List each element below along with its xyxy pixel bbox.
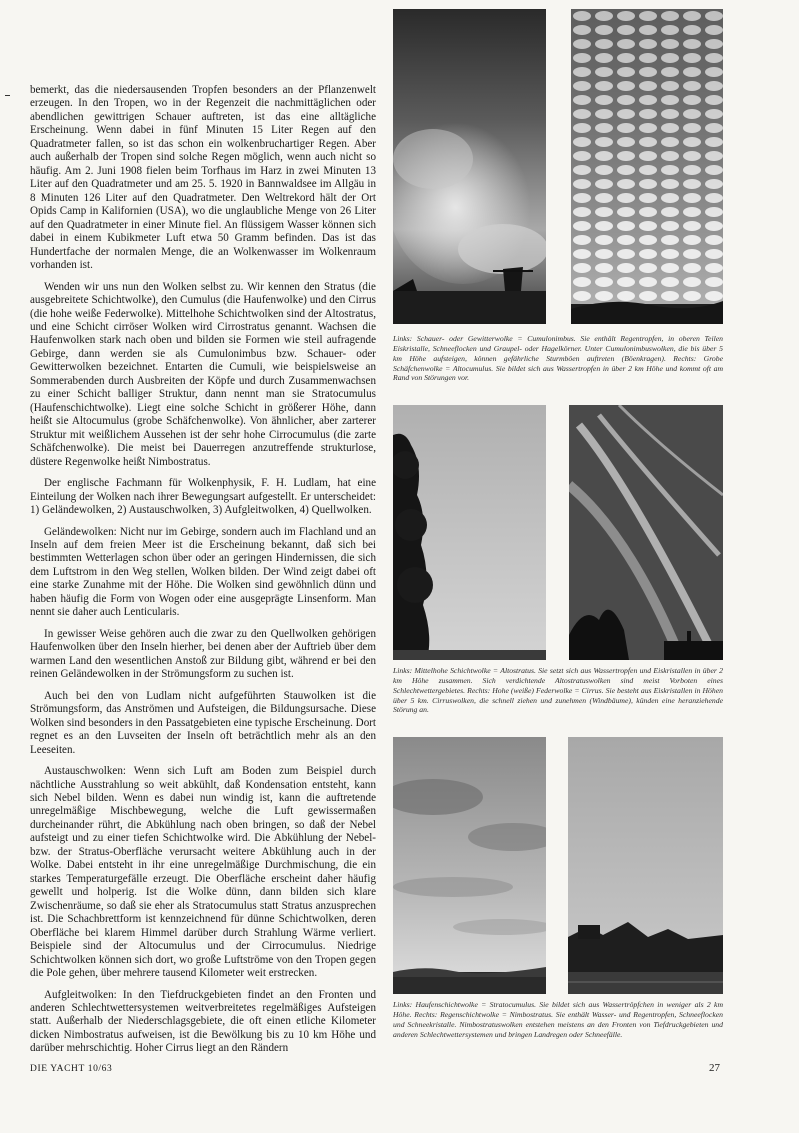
caption-middle: Links: Mittelhohe Schichtwolke = Altostratus. Sie setzt sich aus Wassertropfen und Eiskristallen in über 2 km Höhe zusammen. Sich verdichtende Altostratuswolken sind meist Vorboten eines Schlechtwettergebietes. Rechts: Hohe (weiße) Federwolke = Cirrus. Sie besteht aus Eiskristallen in Höhen über 5 km. Cirruswolken, die schnell ziehen und zunehmen (Windbäume), künden eine heranziehende Störung an. <box>393 666 723 715</box>
article-paragraph: In gewisser Weise gehören auch die zwar zu den Quellwolken gehörigen Haufenwolken über den Inseln hierher, bei denen aber der Auftrieb über dem warmen Land den wesentlichen Anstoß zur Bildung gibt, während er bei den reinen Geländewolken in der Strömungsform zu suchen ist. <box>30 627 376 681</box>
photo-cirrus <box>569 405 723 660</box>
caption-bottom: Links: Haufenschichtwolke = Stratocumulus. Sie bildet sich aus Wassertröpfchen in weniger als 2 km Höhe. Rechts: Regenschichtwolke = Nimbostratus. Sie enthält Wasser- und Regentropfen, Schneeflocken und Schneekristalle. Nimbostratuswolken entstehen meistens an den Fronten von Tiefdruckgebieten und anderen Schlechtwettersystemen und bringen Landregen oder Schneefälle. <box>393 1000 723 1039</box>
article-paragraph: Austauschwolken: Wenn sich Luft am Boden zum Beispiel durch nächtliche Ausstrahlung so weit abkühlt, daß Kondensation entsteht, kann sich Nebel bilden. Wenn es dabei nun windig ist, kann die auftretende unregelmäßige Mischbewegung, welche die Luft gewissermaßen durcheinander rührt, die Abkühlung nach oben bringen, so daß der Nebel aufsteigt und zu einer tiefen Schichtwolke wird. Die Abkühlung der Nebel- bzw. der Stratus-Oberfläche verursacht weitere Abkühlung auch in der Wolke. Dabei entsteht in ihr eine unregelmäßige Durchmischung, die ein starkes Temperaturgefälle erzeugt. Die Oberfläche erscheint daher häufig gewellt und holperig. Ist die Wolke dünn, dann bilden sich klare Zwischenräume, so daß sie eher als Stratocumulus statt Stratus anzusprechen ist. Die Schachbrettform ist kennzeichnend für dünne Schichtwolken, deren Oberfläche bei klarem Himmel darüber durch Strahlung Wärme verliert. Beispiele sind der Altocumulus und der Cirrocumulus. Niedrige Schichtwolken können sich dort, wo große Luftströme von den Tropen gegen die Pole gehen, über mehrere tausend Kilometer weit erstrecken. <box>30 765 376 980</box>
photo-altostratus <box>393 405 546 660</box>
magazine-issue: DIE YACHT 10/63 <box>30 1064 113 1074</box>
article-paragraph: Wenden wir uns nun den Wolken selbst zu. Wir kennen den Stratus (die ausgebreitete Schichtwolke), den Cumulus (die Haufenwolke) und den Cirrus (die hohe weiße Federwolke). Mittelhohe Schichtwolken sind der Altostratus, und eine Schicht cirröser Wolken wird Cirrostratus genannt. Wachsen die Haufenwolken stark nach oben und bilden sie Formen wie steil aufragende Gebirge, dann werden sie als Cumulonimbus bzw. Schauer- oder Gewitterwolken bezeichnet. Entarten die Cumuli, wie beispielsweise an Sommerabenden durch Ausbreiten der Köpfe und durch Zusammenwachsen zu einer Schicht balliger Struktur, dann nennt man sie Stratocumulus (Haufenschichtwolke). Liegt eine solche Schicht in größerer Höhe, dann heißt sie Altocumulus (grobe Schäfchenwolke). Von ähnlicher, aber zarterer Struktur mit weißlichem Aussehen ist der sehr hohe Cirrocumulus (die zarte Schäfchenwolke). Die meist bei Dauerregen anzutreffende strukturlose, düstere Regenwolke heißt Nimbostratus. <box>30 280 376 468</box>
caption-top: Links: Schauer- oder Gewitterwolke = Cumulonimbus. Sie enthält Regentropfen, in oberen Teilen Eiskristalle, Schneeflocken und Graupel- oder Hagelkörner. Unter Cumulonimbuswolken, die bis über 5 km Höhe aufsteigen, können gefährliche Sturmböen auftreten (Böenkragen). Rechts: Grobe Schäfchenwolke = Altocumulus. Sie bildet sich aus Wassertropfen in über 2 km Höhe und kommt oft am Rand von Störungen vor. <box>393 334 723 383</box>
article-paragraph: Der englische Fachmann für Wolkenphysik, F. H. Ludlam, hat eine Einteilung der Wolken nach ihrer Bewegungsart aufgestellt. Er unterscheidet: 1) Geländewolken, 2) Austauschwolken, 3) Aufgleitwolken, 4) Quellwolken. <box>30 477 376 517</box>
photo-nimbostratus <box>568 737 723 994</box>
photo-stratocumulus <box>393 737 546 994</box>
photo-altocumulus <box>571 9 723 324</box>
page-number: 27 <box>709 1062 720 1074</box>
margin-mark <box>5 95 10 96</box>
article-paragraph: bemerkt, das die niedersausenden Tropfen besonders an der Pflanzenwelt erzeugen. In den Tropen, wo in der Regenzeit die nachmittäglichen oder abendlichen gewittrigen Schauer auftreten, ist das eine alltägliche Erscheinung. Wenn dabei in fünf Minuten 15 Liter Regen auf den Quadratmeter fallen, so ist das schon ein wolkenbruchartiger Regen. Aber auch außerhalb der Tropen sind solche Regen möglich, wenn auch nicht so häufig. Am 2. Juni 1908 fielen beim Torfhaus im Harz in zwei Minuten 13 Liter auf den Quadratmeter und am 25. 5. 1920 in Bannwaldsee im Allgäu in 8 Minuten 126 Liter auf den Quadratmeter. Den Weltrekord hält der Ort Opids Camp in Kalifornien (USA), wo die unglaubliche Menge von 26 Liter auf den Quadratmeter in einer Minute fiel. An flüssigem Wasser können sich dabei in einem Kubikmeter Luft etwa 50 Gramm befinden. Das ist das Hundertfache der normalen Menge, die an Wolkenwasser im Wolkenraum vorhanden ist. <box>30 84 376 272</box>
article-paragraph: Geländewolken: Nicht nur im Gebirge, sondern auch im Flachland und an Inseln auf dem freien Meer ist die Erscheinung bekannt, daß sich bei bestimmten Wetterlagen schon über oder an geringen Hindernissen, die sich dem Luftstrom in den Weg stellen, Wolken bilden. Der Wind zeigt dabei oft eine starke Zunahme mit der Höhe. Die Wolken sind gewöhnlich dünn und haben häufig die Form von Wogen oder eine ausgeprägte Linsenform. Man nennt sie daher auch Lenticularis. <box>30 525 376 619</box>
article-paragraph: Aufgleitwolken: In den Tiefdruckgebieten findet an den Fronten und anderen Schlechtwettersystemen weitverbreitetes regelmäßiges Aufsteigen statt. Außerhalb der Niederschlagsgebiete, die oft einen etliche Kilometer dicken Nimbostratus aufweisen, ist die Bewölkung bis zu 10 km Höhe und darüber mehrschichtig. Hoher Cirrus liegt an den Rändern <box>30 988 376 1055</box>
photo-cumulonimbus <box>393 9 546 324</box>
article-paragraph: Auch bei den von Ludlam nicht aufgeführten Stauwolken ist die Strömungsform, das Anströmen und Aufsteigen, die Bildungsursache. Diese Wolken sind besonders in den Passatgebieten eine typische Erscheinung. Dort regnet es an den Luvseiten der Inseln oft beträchtlich mehr als an den Leeseiten. <box>30 689 377 756</box>
article-body <box>30 84 376 1064</box>
